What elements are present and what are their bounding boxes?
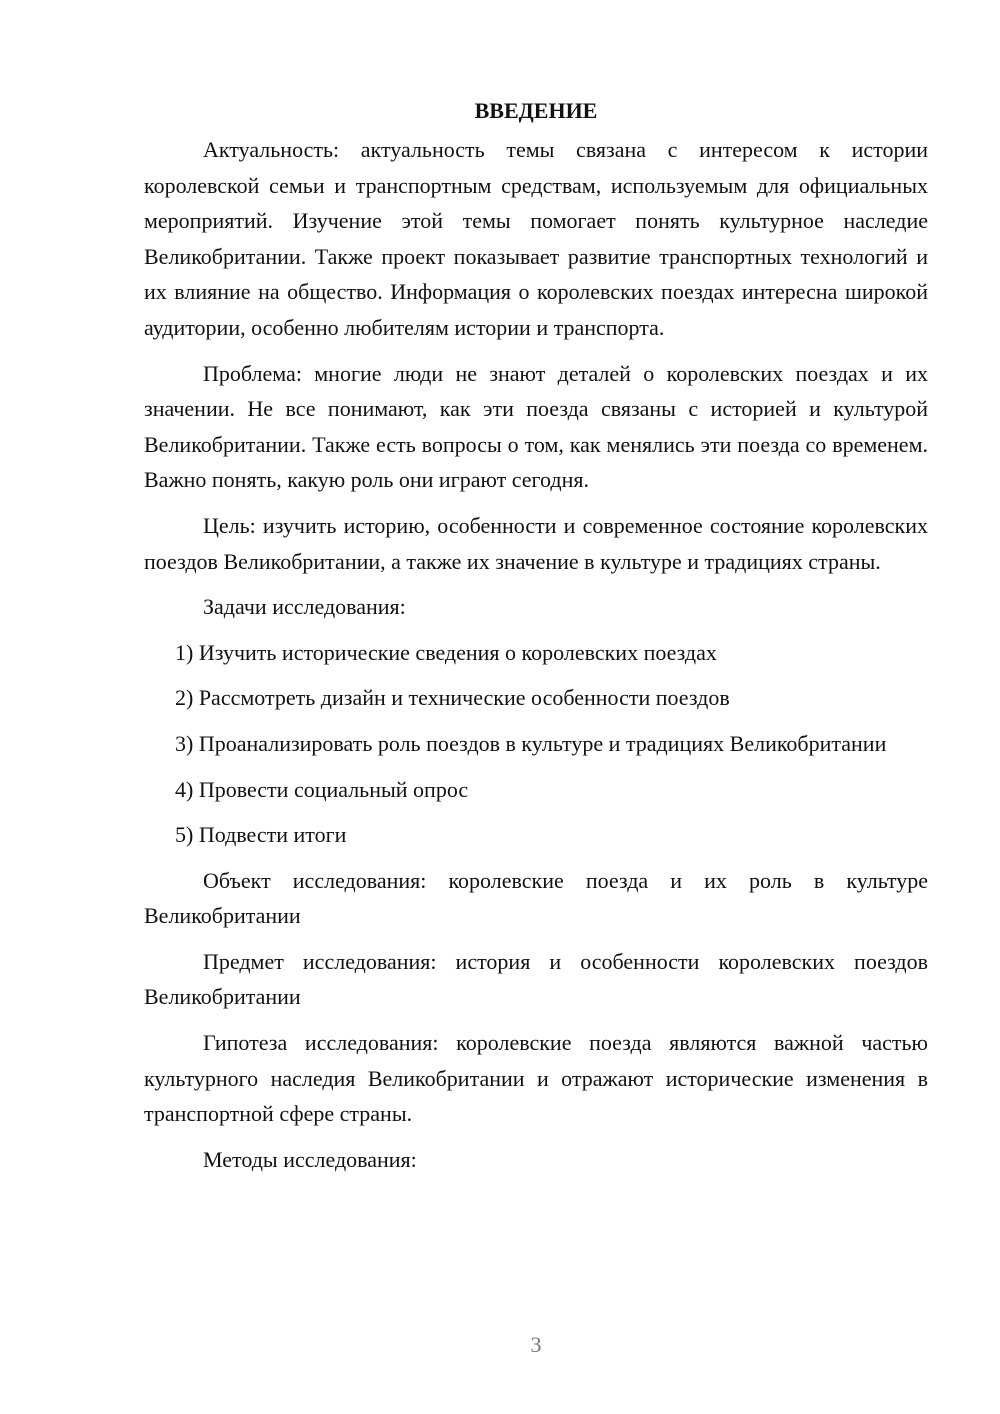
task-item: 2) Рассмотреть дизайн и технические особенности поездов — [175, 685, 730, 711]
section-heading: ВВЕДЕНИЕ — [474, 98, 598, 123]
task-item: 3) Проанализировать роль поездов в культуре и традициях Великобритании — [175, 730, 887, 756]
goal-paragraph: Цель: изучить историю, особенности и современное состояние королевских поездов Великобритании, а также их значение в культуре и традициях страны. — [144, 512, 928, 574]
page-number: 3 — [530, 1332, 542, 1357]
task-item: 4) Провести социальный опрос — [175, 776, 469, 802]
methods-title: Методы исследования: — [203, 1146, 417, 1172]
object-paragraph: Объект исследования: королевские поезда и их роль в культуре Великобритании — [144, 867, 928, 929]
document-page — [144, 96, 928, 1187]
task-item: 1) Изучить исторические сведения о королевских поездах — [175, 639, 717, 665]
hypothesis-paragraph: Гипотеза исследования: королевские поезда являются важной частью культурного наследия Великобритании и отражают исторические изменения в транспортной сфере страны. — [144, 1030, 928, 1127]
subject-paragraph: Предмет исследования: история и особенности королевских поездов Великобритании — [144, 948, 928, 1010]
task-item: 5) Подвести итоги — [175, 822, 347, 848]
problem-paragraph: Проблема: многие люди не знают деталей о королевских поездах и их значении. Не все понимают, как эти поезда связаны с историей и культурой Великобритании. Также есть вопросы о том, как менялись эти поезда со временем. Важно понять, какую роль они играют сегодня. — [144, 360, 928, 493]
relevance-paragraph: Актуальность: актуальность темы связана с интересом к истории королевской семьи и транспортным средствам, используемым для официальных мероприятий. Изучение этой темы помогает понять культурное наследие Великобритании. Также проект показывает развитие транспортных технологий и их влияние на общество. Информация о королевских поездах интересна широкой аудитории, особенно любителям истории и транспорта. — [144, 137, 928, 340]
tasks-title: Задачи исследования: — [203, 594, 406, 620]
